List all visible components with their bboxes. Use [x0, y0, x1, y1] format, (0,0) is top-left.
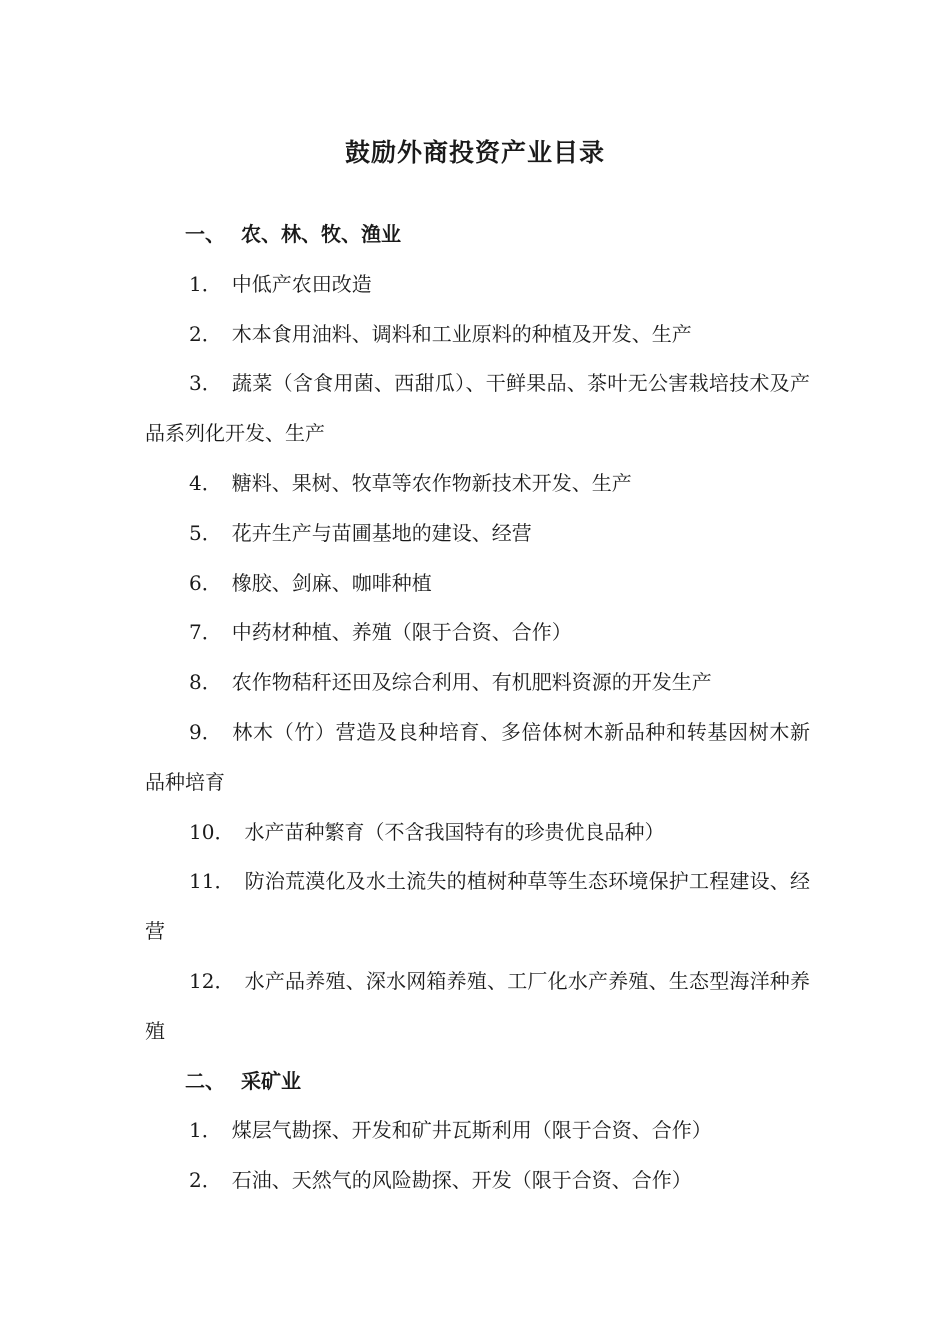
item-number: 2．	[189, 321, 222, 346]
item-number: 5．	[189, 520, 222, 545]
item-text: 农作物秸秆还田及综合利用、有机肥料资源的开发生产	[231, 670, 712, 695]
section-title: 采矿业	[241, 1068, 301, 1093]
list-item	[145, 559, 810, 609]
item-text: 中低产农田改造	[231, 271, 372, 296]
item-number: 7．	[189, 620, 222, 645]
list-item	[145, 608, 810, 658]
item-number: 9．	[189, 719, 222, 744]
item-text: 煤层气勘探、开发和矿井瓦斯利用（限于合资、合作）	[231, 1118, 712, 1143]
list-item	[145, 708, 810, 808]
item-number: 10．	[189, 819, 235, 844]
document-body	[145, 210, 810, 1206]
item-text: 中药材种植、养殖（限于合资、合作）	[231, 620, 572, 645]
item-text: 水产品养殖、深水网箱养殖、工厂化水产养殖、生态型海洋种养殖	[145, 968, 810, 1043]
section-heading-2	[145, 1057, 810, 1107]
item-text: 水产苗种繁育（不含我国特有的珍贵优良品种）	[244, 819, 665, 844]
section-title: 农、林、牧、渔业	[241, 222, 401, 246]
item-number: 12．	[189, 968, 235, 993]
list-item	[145, 459, 810, 509]
item-text: 防治荒漠化及水土流失的植树种草等生态环境保护工程建设、经营	[145, 869, 810, 944]
list-item	[145, 359, 810, 459]
item-text: 石油、天然气的风险勘探、开发（限于合资、合作）	[231, 1168, 692, 1193]
item-text: 蔬菜（含食用菌、西甜瓜）、干鲜果品、茶叶无公害栽培技术及产品系列化开发、生产	[145, 371, 810, 446]
item-number: 3．	[189, 371, 222, 396]
list-item	[145, 509, 810, 559]
list-item	[145, 857, 810, 957]
list-item	[145, 1106, 810, 1156]
list-item	[145, 808, 810, 858]
item-number: 8．	[189, 670, 222, 695]
list-item	[145, 260, 810, 310]
item-number: 4．	[189, 470, 222, 495]
item-text: 糖料、果树、牧草等农作物新技术开发、生产	[231, 470, 632, 495]
item-text: 花卉生产与苗圃基地的建设、经营	[231, 520, 532, 545]
item-text: 木本食用油料、调料和工业原料的种植及开发、生产	[231, 321, 692, 346]
section-number: 一、	[185, 222, 225, 246]
item-number: 11．	[189, 869, 235, 894]
item-number: 6．	[189, 570, 222, 595]
list-item	[145, 310, 810, 360]
section-heading-1	[145, 210, 810, 260]
item-number: 1．	[189, 271, 222, 296]
list-item	[145, 658, 810, 708]
item-number: 1．	[189, 1118, 222, 1143]
item-number: 2．	[189, 1168, 222, 1193]
document-title: 鼓励外商投资产业目录	[344, 138, 605, 167]
list-item	[145, 1156, 810, 1206]
list-item	[145, 957, 810, 1057]
section-number: 二、	[185, 1068, 225, 1093]
item-text: 林木（竹）营造及良种培育、多倍体树木新品种和转基因树木新品种培育	[145, 719, 810, 794]
item-text: 橡胶、剑麻、咖啡种植	[231, 570, 432, 595]
